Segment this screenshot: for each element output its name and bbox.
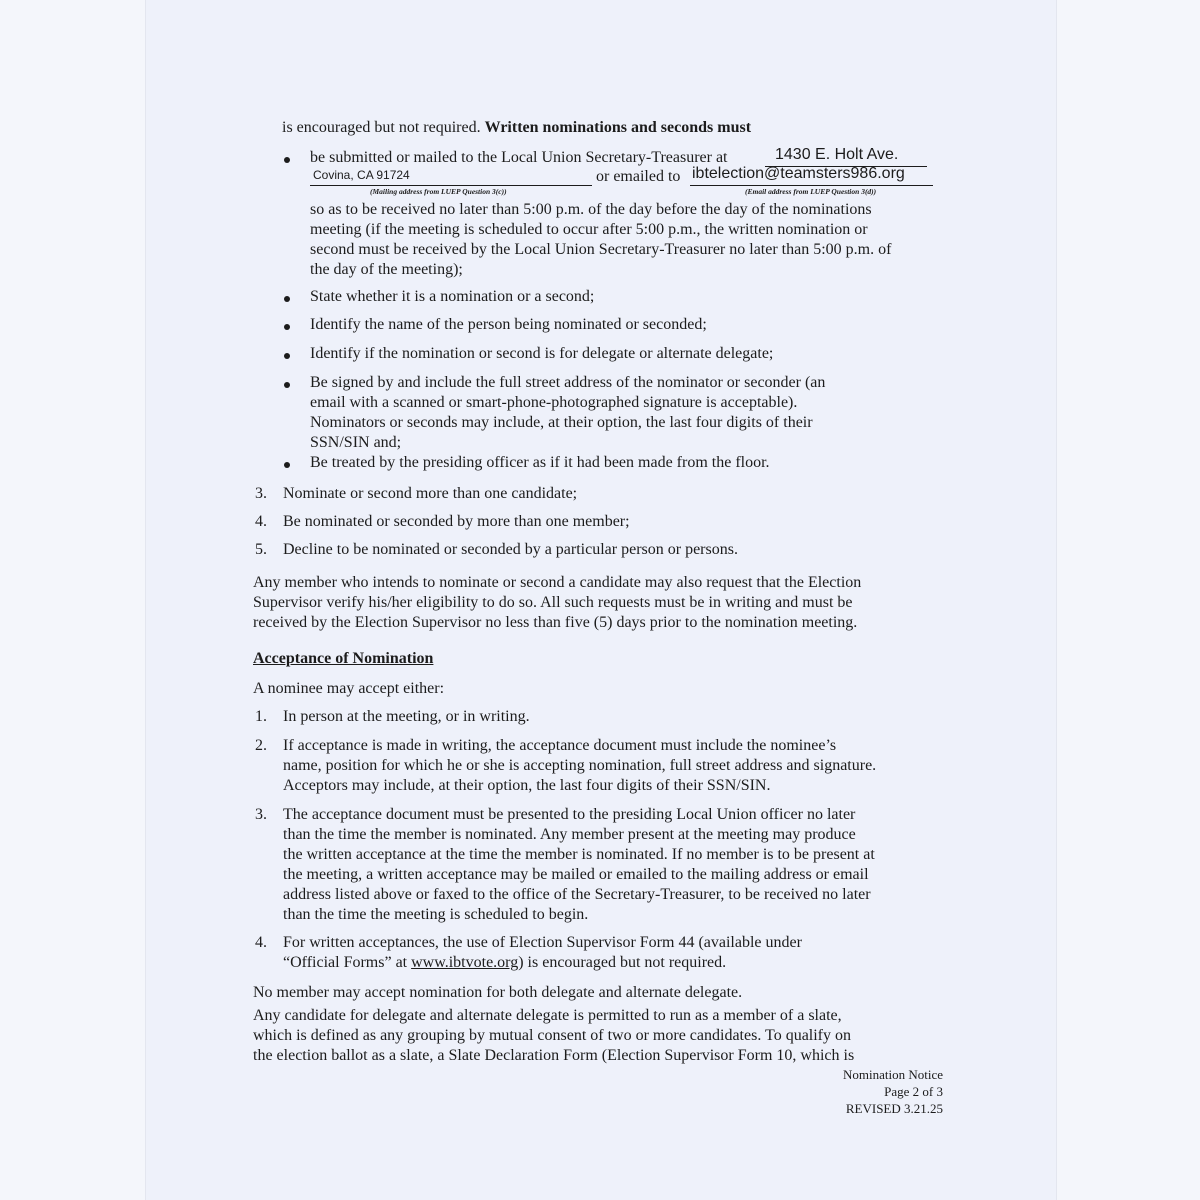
submission-continuation: second must be received by the Local Union Secretary-Treasurer no later than 5:00 p.m. of	[310, 241, 892, 258]
form44-text: “Official Forms” at	[283, 954, 412, 971]
email-underline	[690, 185, 933, 186]
list-number: 4.	[255, 513, 267, 530]
acceptance-item-continuation: than the time the meeting is scheduled to begin.	[283, 906, 589, 923]
acceptance-item-continuation: than the time the member is nominated. Any member present at the meeting may produce	[283, 826, 856, 843]
eligibility-paragraph: Any member who intends to nominate or second a candidate may also request that the Election	[253, 574, 862, 591]
acceptance-item-continuation: the meeting, a written acceptance may be mailed or emailed to the mailing address or email	[283, 866, 869, 883]
slate-paragraph: which is defined as any grouping by mutual consent of two or more candidates. To qualify on	[253, 1027, 852, 1044]
acceptance-item: In person at the meeting, or in writing.	[283, 708, 530, 725]
bullet-marker	[284, 462, 290, 468]
no-both-paragraph: No member may accept nomination for both delegate and alternate delegate.	[253, 984, 743, 1001]
acceptance-intro: A nominee may accept either:	[253, 680, 445, 697]
bullet-marker	[284, 353, 290, 359]
mailing-address-underline	[310, 185, 592, 186]
address-city-fill: Covina, CA 91724	[313, 168, 410, 182]
list-number: 3.	[255, 806, 267, 823]
bullet-marker	[284, 382, 290, 388]
ibtvote-link[interactable]: www.ibtvote.org	[411, 954, 519, 971]
email-fill: ibtelection@teamsters986.org	[692, 165, 905, 182]
mailing-address-caption: (Mailing address from LUEP Question 3(c))	[370, 187, 507, 196]
acceptance-item: The acceptance document must be presented to the presiding Local Union officer no later	[283, 806, 856, 823]
intro-bold-text: Written nominations and seconds must	[484, 119, 752, 136]
bullet-marker	[284, 157, 290, 163]
bullet-marker	[284, 296, 290, 302]
submission-line: be submitted or mailed to the Local Union Secretary-Treasurer at	[310, 149, 728, 166]
acceptance-item: For written acceptances, the use of Election Supervisor Form 44 (available under	[283, 934, 802, 951]
acceptance-item-continuation: Acceptors may include, at their option, the last four digits of their SSN/SIN.	[283, 777, 771, 794]
numbered-item: Decline to be nominated or seconded by a particular person or persons.	[283, 541, 738, 558]
acceptance-item-continuation: name, position for which he or she is accepting nomination, full street address and signature.	[283, 757, 877, 774]
submission-continuation: the day of the meeting);	[310, 261, 463, 278]
list-number: 2.	[255, 737, 267, 754]
list-number: 4.	[255, 934, 267, 951]
list-number: 1.	[255, 708, 267, 725]
bullet-item-continuation: Nominators or seconds may include, at their option, the last four digits of their	[310, 414, 813, 431]
submission-continuation: meeting (if the meeting is scheduled to occur after 5:00 p.m., the written nomination or	[310, 221, 868, 238]
footer-page-number: Page 2 of 3	[884, 1084, 943, 1099]
bullet-item-continuation: SSN/SIN and;	[310, 434, 402, 451]
submission-continuation: so as to be received no later than 5:00 p.m. of the day before the day of the nominations	[310, 201, 872, 218]
email-address-caption: (Email address from LUEP Question 3(d))	[745, 187, 877, 196]
acceptance-item-continuation: the written acceptance at the time the member is nominated. If no member is to be present at	[283, 846, 875, 863]
address-street-fill: 1430 E. Holt Ave.	[775, 146, 899, 163]
bullet-item: State whether it is a nomination or a second;	[310, 288, 595, 305]
bullet-item: Be signed by and include the full street address of the nominator or seconder (an	[310, 374, 826, 391]
bullet-item: Identify the name of the person being nominated or seconded;	[310, 316, 707, 333]
slate-paragraph: the election ballot as a slate, a Slate Declaration Form (Election Supervisor Form 10, which is	[253, 1047, 855, 1064]
list-number: 3.	[255, 485, 267, 502]
eligibility-paragraph: Supervisor verify his/her eligibility to do so. All such requests must be in writing and must be	[253, 594, 853, 611]
bullet-marker	[284, 324, 290, 330]
eligibility-paragraph: received by the Election Supervisor no less than five (5) days prior to the nomination meeting.	[253, 614, 858, 631]
acceptance-item-continuation	[283, 953, 726, 973]
acceptance-item: If acceptance is made in writing, the acceptance document must include the nominee’s	[283, 737, 837, 754]
intro-text: is encouraged but not required.	[282, 119, 485, 136]
numbered-item: Be nominated or seconded by more than one member;	[283, 513, 630, 530]
footer-revised-date: REVISED 3.21.25	[845, 1101, 943, 1116]
slate-paragraph: Any candidate for delegate and alternate delegate is permitted to run as a member of a slate,	[253, 1007, 842, 1024]
acceptance-item-continuation: address listed above or faxed to the office of the Secretary-Treasurer, to be received no later	[283, 886, 871, 903]
intro-line	[282, 118, 751, 138]
or-emailed-text: or emailed to	[596, 168, 681, 185]
bullet-item: Identify if the nomination or second is for delegate or alternate delegate;	[310, 345, 774, 362]
list-number: 5.	[255, 541, 267, 558]
footer-title: Nomination Notice	[842, 1067, 943, 1082]
acceptance-heading: Acceptance of Nomination	[253, 650, 434, 667]
bullet-item-continuation: email with a scanned or smart-phone-photographed signature is acceptable).	[310, 394, 798, 411]
form44-text-end: ) is encouraged but not required.	[518, 954, 727, 971]
numbered-item: Nominate or second more than one candidate;	[283, 485, 578, 502]
bullet-item: Be treated by the presiding officer as if it had been made from the floor.	[310, 454, 770, 471]
